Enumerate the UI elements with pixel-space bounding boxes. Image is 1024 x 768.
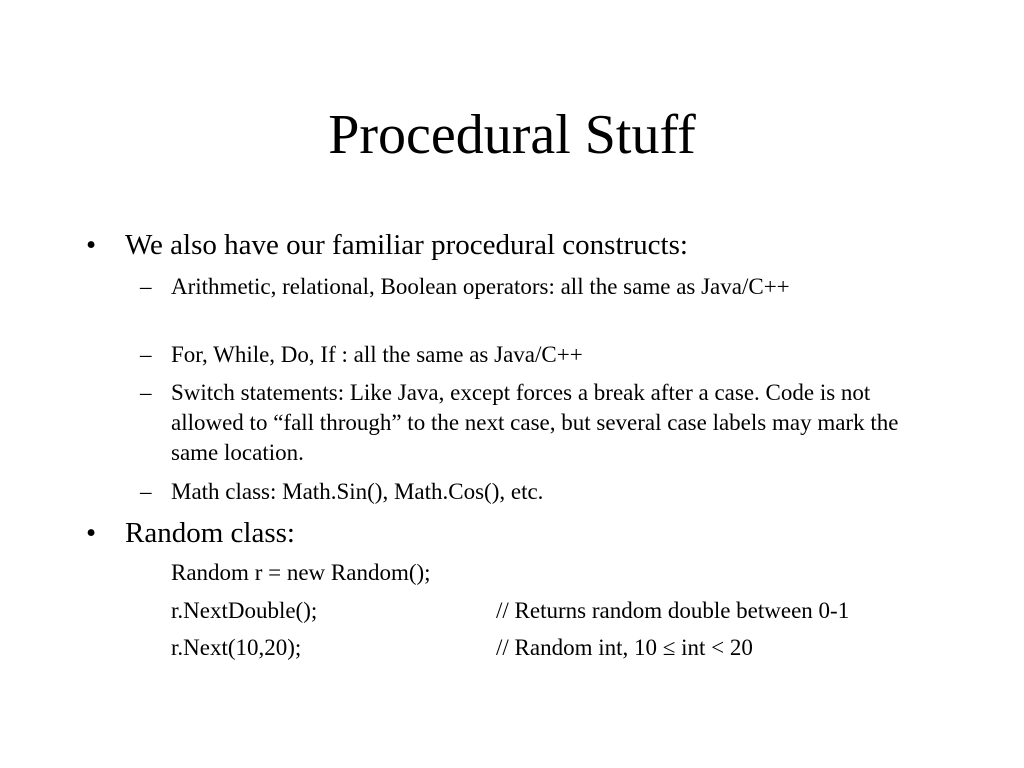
bullet-text: We also have our familiar procedural constructs: (125, 229, 688, 261)
code-statement: r.NextDouble(); (171, 598, 318, 623)
dash-marker: – (140, 380, 152, 405)
code-comment: // Random int, 10 ≤ int < 20 (496, 635, 753, 660)
dash-marker: – (140, 274, 152, 299)
code-line (171, 633, 753, 663)
code-line (171, 596, 850, 626)
dash-marker: – (140, 342, 152, 367)
dash-marker: – (140, 479, 152, 504)
sub-item-text: Switch statements: Like Java, except forces a break after a case. Code is not allowed to “fall through” to the next case, but several case labels may mark the same location. (171, 380, 899, 465)
bullet-marker: • (86, 517, 97, 549)
code-comment: // Returns random double between 0-1 (496, 598, 850, 623)
code-statement: r.Next(10,20); (171, 635, 302, 660)
sub-item-text: For, While, Do, If : all the same as Java/C++ (171, 342, 583, 367)
code-line (171, 558, 431, 588)
sub-item-text: Arithmetic, relational, Boolean operators: all the same as Java/C++ (171, 274, 790, 299)
sub-item-text: Math class: Math.Sin(), Math.Cos(), etc. (171, 479, 544, 504)
bullet-text: Random class: (125, 517, 295, 549)
code-statement: Random r = new Random(); (171, 560, 431, 585)
slide-title: Procedural Stuff (328, 104, 696, 166)
bullet-marker: • (86, 229, 97, 261)
